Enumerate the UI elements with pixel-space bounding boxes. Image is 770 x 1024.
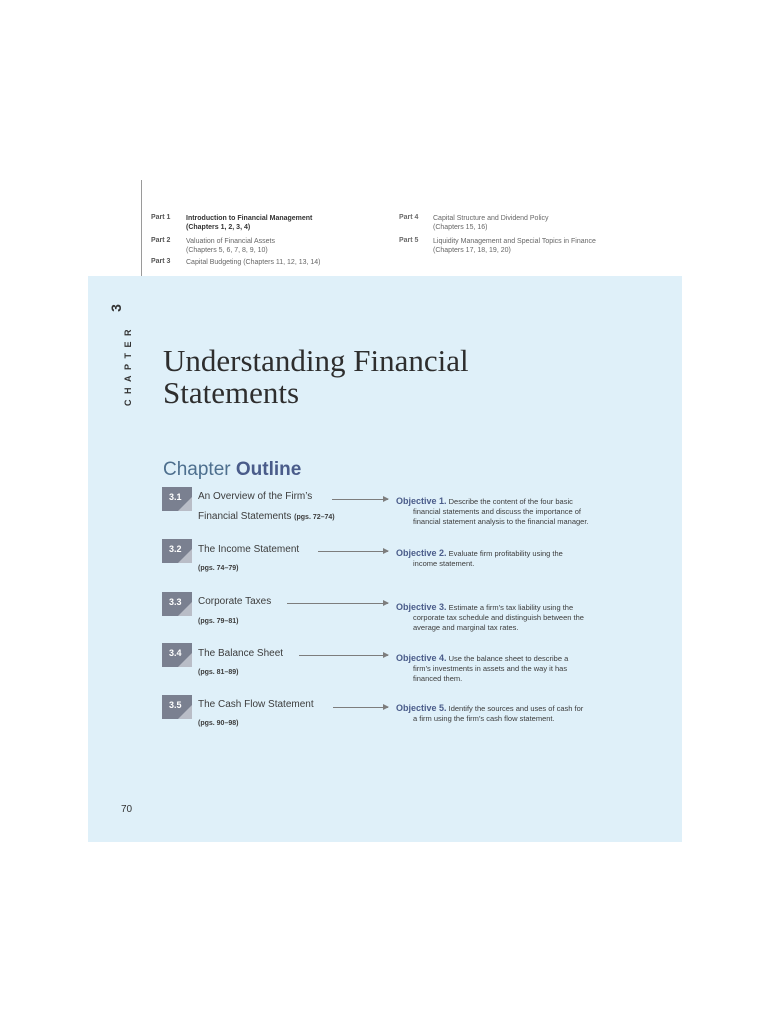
arrow-icon bbox=[299, 655, 388, 656]
objective-text bbox=[396, 548, 626, 569]
part-5-line-1: Liquidity Management and Special Topics in Finance bbox=[433, 238, 596, 245]
objective-line: Evaluate firm profitability using the bbox=[448, 549, 563, 558]
section-title: The Balance Sheet bbox=[198, 648, 284, 659]
section-pages: (pgs. 72–74) bbox=[294, 514, 335, 521]
section-number-badge bbox=[162, 592, 192, 616]
objective-line: Identify the sources and uses of cash for bbox=[448, 704, 584, 713]
section-number-badge bbox=[162, 643, 192, 667]
section-pages: (pgs. 74–79) bbox=[198, 565, 239, 572]
part-4-label: Part 4 bbox=[399, 214, 419, 221]
objective-label: Objective 2. bbox=[396, 548, 447, 558]
section-number-badge bbox=[162, 539, 192, 563]
section-number: 3.1 bbox=[169, 492, 182, 502]
section-title: The Income Statement bbox=[198, 544, 300, 555]
section-title-line-2 bbox=[198, 511, 335, 522]
part-4-title bbox=[433, 214, 549, 232]
objective-label: Objective 3. bbox=[396, 602, 447, 612]
objective-label: Objective 4. bbox=[396, 653, 447, 663]
section-pages: (pgs. 79–81) bbox=[198, 618, 239, 625]
part-4-line-1: Capital Structure and Dividend Policy bbox=[433, 215, 549, 222]
chapter-word: CHAPTER bbox=[123, 323, 133, 406]
objective-line: financed them. bbox=[413, 674, 463, 683]
section-number-badge bbox=[162, 487, 192, 511]
section-title-text: Financial Statements bbox=[198, 511, 292, 522]
chapter-number: 3 bbox=[107, 304, 124, 312]
objective-line: firm’s investments in assets and the way it has bbox=[413, 664, 568, 673]
arrow-icon bbox=[287, 603, 388, 604]
section-pages: (pgs. 90–98) bbox=[198, 720, 239, 727]
objective-line: average and marginal tax rates. bbox=[413, 623, 519, 632]
objective-line: Describe the content of the four basic bbox=[448, 497, 573, 506]
arrow-icon bbox=[318, 551, 388, 552]
objective-line: financial statement analysis to the financial manager. bbox=[413, 517, 589, 526]
section-number: 3.2 bbox=[169, 544, 182, 554]
objective-line: Estimate a firm’s tax liability using the bbox=[448, 603, 574, 612]
part-1-line-2: (Chapters 1, 2, 3, 4) bbox=[186, 224, 251, 231]
part-3-title bbox=[186, 258, 321, 267]
part-2-line-1: Valuation of Financial Assets bbox=[186, 238, 275, 245]
section-title: An Overview of the Firm’s bbox=[198, 491, 313, 502]
section-number: 3.3 bbox=[169, 597, 182, 607]
arrow-icon bbox=[333, 707, 388, 708]
objective-line: financial statements and discuss the importance of bbox=[413, 507, 582, 516]
outline-heading-bold: Outline bbox=[235, 459, 302, 480]
objective-line: corporate tax schedule and distinguish between the bbox=[413, 613, 584, 622]
chapter-title bbox=[163, 345, 469, 409]
part-4-line-2: (Chapters 15, 16) bbox=[433, 224, 488, 231]
part-1-line-1: Introduction to Financial Management bbox=[186, 215, 313, 222]
objective-label: Objective 5. bbox=[396, 703, 447, 713]
part-5-title bbox=[433, 237, 596, 255]
section-number: 3.4 bbox=[169, 648, 182, 658]
part-1-label: Part 1 bbox=[151, 214, 171, 221]
objective-line: Use the balance sheet to describe a bbox=[448, 654, 569, 663]
chapter-title-line-2: Statements bbox=[163, 375, 300, 410]
part-2-line-2: (Chapters 5, 6, 7, 8, 9, 10) bbox=[186, 247, 268, 254]
part-1-title bbox=[186, 214, 312, 232]
objective-line: a firm using the firm’s cash flow statement. bbox=[413, 714, 555, 723]
objective-text bbox=[396, 496, 626, 527]
part-5-label: Part 5 bbox=[399, 237, 419, 244]
outline-heading-light: Chapter bbox=[163, 459, 231, 480]
section-title: The Cash Flow Statement bbox=[198, 699, 314, 710]
part-2-label: Part 2 bbox=[151, 237, 171, 244]
chapter-title-line-1: Understanding Financial bbox=[163, 343, 469, 378]
objective-line: income statement. bbox=[413, 559, 475, 568]
arrow-icon bbox=[332, 499, 388, 500]
section-pages: (pgs. 81–89) bbox=[198, 669, 239, 676]
chapter-vertical-label bbox=[102, 298, 142, 418]
page-number: 70 bbox=[121, 804, 133, 815]
outline-heading bbox=[163, 459, 301, 481]
section-number-badge bbox=[162, 695, 192, 719]
section-title: Corporate Taxes bbox=[198, 596, 272, 607]
part-3-label: Part 3 bbox=[151, 258, 171, 265]
part-2-title bbox=[186, 237, 275, 255]
objective-text bbox=[396, 703, 626, 724]
objective-text bbox=[396, 653, 626, 684]
section-number: 3.5 bbox=[169, 700, 182, 710]
part-3-line-1: Capital Budgeting (Chapters 11, 12, 13, 14) bbox=[186, 259, 321, 266]
part-5-line-2: (Chapters 17, 18, 19, 20) bbox=[433, 247, 511, 254]
objective-label: Objective 1. bbox=[396, 496, 447, 506]
objective-text bbox=[396, 602, 626, 633]
